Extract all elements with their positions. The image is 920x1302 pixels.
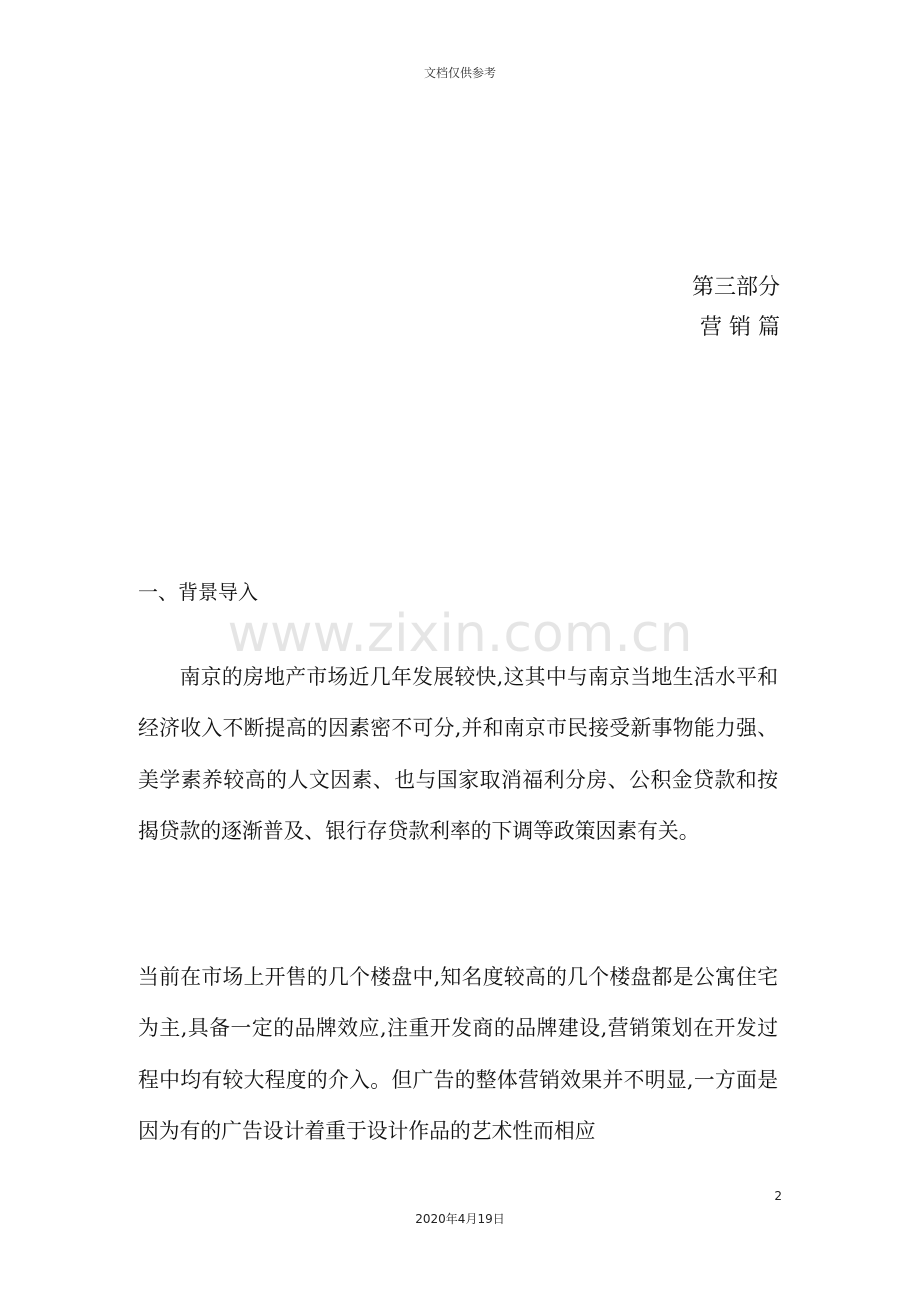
page-number: 2	[774, 1189, 782, 1203]
body-paragraph-2: 当前在市场上开售的几个楼盘中,知名度较高的几个楼盘都是公寓住宅为主,具备一定的品牌效应,注重开发商的品牌建设,营销策划在开发过程中均有较大程度的介入。但广告的整体营销效果并不明显,一方面是因为有的广告设计着重于设计作品的艺术性而相应	[138, 965, 778, 1143]
part-label: 第三部分	[691, 275, 780, 300]
part-name: 营 销 篇	[700, 315, 780, 340]
part-heading	[692, 272, 780, 344]
body-paragraph-1: 南京的房地产市场近几年发展较快,这其中与南京当地生活水平和经济收入不断提高的因素密不可分,并和南京市民接受新事物能力强、美学素养较高的人文因素、也与国家取消福利分房、公积金贷款和按揭贷款的逐渐普及、银行存贷款利率的下调等政策因素有关。	[138, 665, 778, 843]
header-note: 文档仅供参考	[423, 66, 496, 80]
footer-date: 2020年4月19日	[415, 1212, 505, 1226]
watermark: www.zixin.com.cn	[227, 604, 693, 664]
section-title: 一、背景导入	[138, 580, 258, 604]
